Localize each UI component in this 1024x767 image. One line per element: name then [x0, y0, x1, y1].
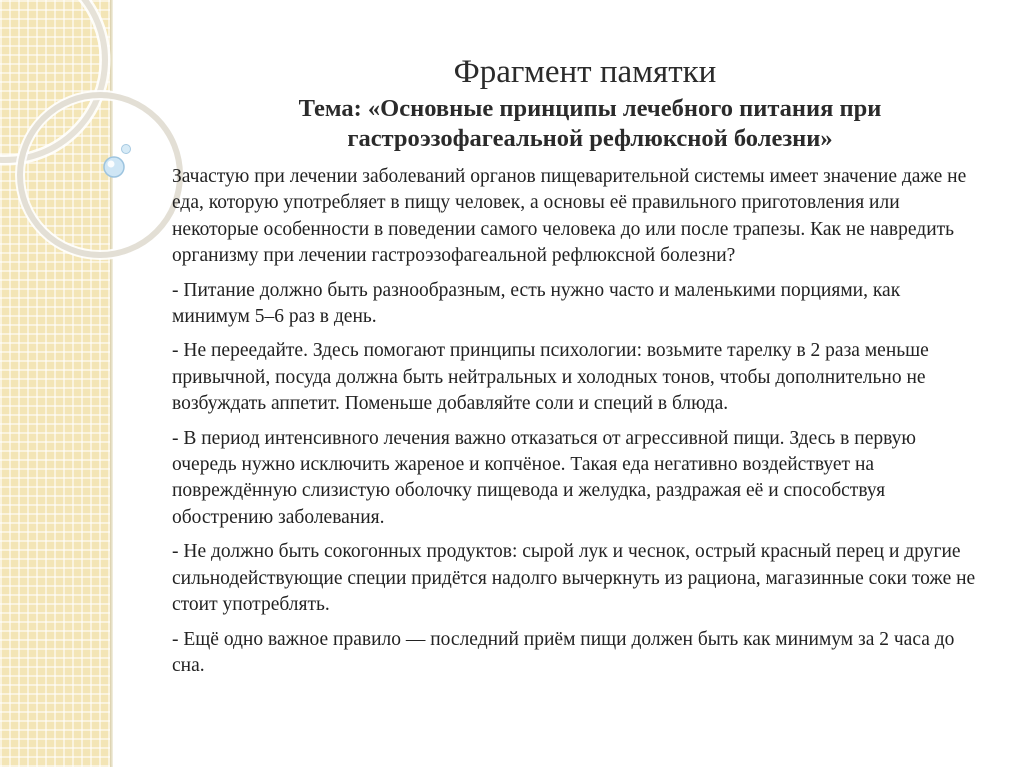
upper-ring-highlight	[0, 0, 105, 160]
decorative-rings	[0, 0, 200, 767]
slide-subtitle: Тема: «Основные принципы лечебного питания при гастроэзофагеальной рефлюксной болезни»	[298, 95, 882, 152]
slide-title: Фрагмент памятки	[453, 54, 717, 90]
bullet-item: - Ещё одно важное правило — последний приём пищи должен быть как минимум за 2 часа до сна.	[172, 628, 955, 676]
bullet-item: - Не должно быть сокогонных продуктов: сырой лук и чеснок, острый красный перец и другие сильнодействующие специи придётся надолго вычеркнуть из рациона, магазинные соки тоже не стоит употреблять.	[172, 541, 976, 616]
bullet-item: - В период интенсивного лечения важно отказаться от агрессивной пищи. Здесь в первую очередь нужно исключить жареное и копчёное. Такая еда негативно воздействует на повреждённую слизистую оболочку пищевода и желудка, раздражая её и способствуя обострению заболевания.	[172, 427, 916, 528]
lower-ring	[20, 95, 180, 255]
bubble-large	[104, 157, 124, 177]
upper-ring	[0, 0, 105, 160]
slide-content	[172, 52, 978, 679]
intro-paragraph: Зачастую при лечении заболеваний органов пищеварительной системы имеет значение даже не еда, которую употребляет в пищу человек, а основы её правильного приготовления или некоторые особенности в поведении самого человека до или после трапезы. Как не навредить организму при лечении гастроэзофагеальной рефлюксной болезни?	[172, 166, 967, 267]
bullet-item: - Не переедайте. Здесь помогают принципы психологии: возьмите тарелку в 2 раза меньше привычной, посуда должна быть нейтральных и холодных тонов, чтобы дополнительно не возбуждать аппетит. Поменьше добавляйте соли и специй в блюда.	[172, 340, 929, 415]
bullet-item: - Питание должно быть разнообразным, есть нужно часто и маленькими порциями, как минимум 5–6 раз в день.	[172, 279, 901, 328]
bubble-small	[122, 145, 131, 154]
bubble-large-highlight	[108, 161, 115, 168]
